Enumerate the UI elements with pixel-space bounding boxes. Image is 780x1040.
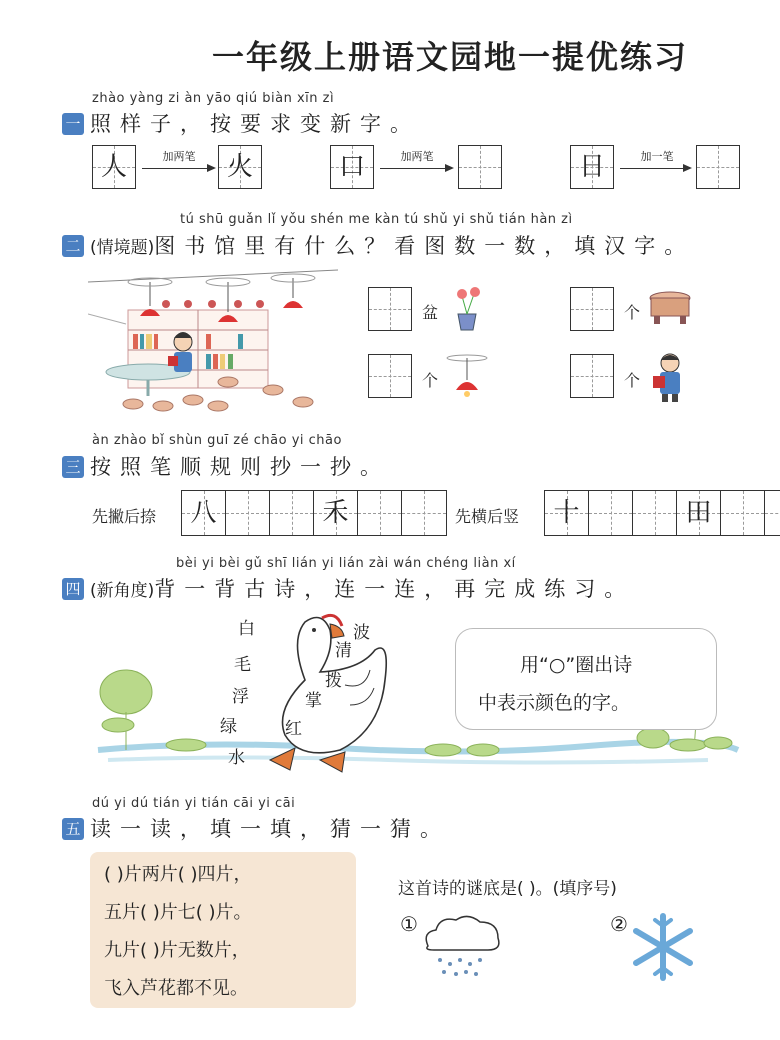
q5-poem-line-2: 五片( )片七( )片。 — [104, 902, 252, 923]
q1-arrow-label-1: 加两笔 — [162, 150, 196, 163]
q4-left-char-4[interactable]: 绿 — [220, 717, 237, 737]
q2-box-stool[interactable] — [570, 287, 614, 331]
q1-line — [62, 108, 420, 138]
q4-left-char-2[interactable]: 毛 — [234, 655, 251, 675]
q5-pinyin: dú yi dú tián yi tián cāi yi cāi — [92, 796, 296, 811]
boy-reading-icon — [648, 352, 690, 402]
q3-line — [62, 451, 390, 481]
stool-icon — [648, 290, 692, 326]
q2-text: 图书馆里有什么？看图数一数，填汉字。 — [154, 234, 695, 258]
q1-box-to-3[interactable] — [696, 145, 740, 189]
q2-unit-lamp: 个 — [422, 371, 439, 390]
q3-number: 三 — [62, 456, 84, 478]
q2-unit-stool: 个 — [624, 303, 641, 322]
q5-option-2-label[interactable]: ② — [610, 912, 628, 936]
q5-poem-line-4: 飞入芦花都不见。 — [104, 978, 248, 999]
q1-box-from-2: 口 — [330, 145, 374, 189]
q4-number: 四 — [62, 578, 84, 600]
q3-text: 按照笔顺规则抄一抄。 — [90, 455, 390, 479]
q3-grid-1[interactable]: 八 禾 — [181, 490, 447, 536]
q4-right-char-2[interactable]: 清 — [335, 641, 352, 661]
snowflake-icon — [628, 912, 698, 982]
q4-right-char-5[interactable]: 红 — [285, 719, 302, 739]
q4-right-char-1[interactable]: 波 — [353, 623, 370, 643]
q2-line — [62, 230, 694, 260]
library-illustration — [88, 264, 338, 414]
q2-number: 二 — [62, 235, 84, 257]
q5-text: 读一读，填一填，猜一猜。 — [90, 817, 450, 841]
q3-rule-2-label: 先横后竖 — [455, 507, 520, 526]
q1-box-to-1[interactable]: 火 — [218, 145, 262, 189]
q2-unit-boy: 个 — [624, 371, 641, 390]
lamp-icon — [444, 354, 490, 400]
q2-unit-flower: 盆 — [422, 303, 439, 322]
q1-arrow-1 — [142, 168, 214, 169]
q1-arrow-3 — [620, 168, 690, 169]
q2-pinyin: tú shū guǎn lǐ yǒu shén me kàn tú shǔ yi shǔ tián hàn zì — [180, 212, 573, 227]
q4-text: 背一背古诗，连一连，再完成练习。 — [154, 577, 635, 601]
q1-arrow-label-2: 加两笔 — [400, 150, 434, 163]
q3-pinyin: àn zhào bǐ shùn guī zé chāo yi chāo — [92, 433, 342, 448]
q4-bubble-line-2: 中表示颜色的字。 — [478, 692, 631, 714]
q5-line — [62, 813, 450, 843]
q1-pinyin: zhào yàng zi àn yāo qiú biàn xīn zì — [92, 91, 335, 106]
q5-poem-line-1: ( )片两片( )四片， — [104, 864, 252, 885]
goose-illustration — [250, 610, 395, 780]
q4-bubble-line-1: 用“○”圈出诗 — [520, 654, 633, 676]
q4-right-char-3[interactable]: 拨 — [325, 671, 342, 691]
q3-grid-2[interactable]: 十 田 — [544, 490, 780, 536]
q5-number: 五 — [62, 818, 84, 840]
q1-box-from-1: 人 — [92, 145, 136, 189]
q2-box-flower[interactable] — [368, 287, 412, 331]
page-title: 一年级上册语文园地一提优练习 — [211, 38, 688, 76]
q1-number: 一 — [62, 113, 84, 135]
q2-box-lamp[interactable] — [368, 354, 412, 398]
q2-box-boy[interactable] — [570, 354, 614, 398]
q1-arrow-label-3: 加一笔 — [640, 150, 674, 163]
q4-left-char-5[interactable]: 水 — [228, 748, 245, 768]
flower-pot-icon — [448, 284, 486, 332]
q1-box-from-3: 日 — [570, 145, 614, 189]
q4-left-char-3[interactable]: 浮 — [232, 687, 249, 707]
q1-text: 照样子，按要求变新字。 — [90, 112, 420, 136]
q5-option-1-label[interactable]: ① — [400, 912, 418, 936]
q1-arrow-2 — [380, 168, 452, 169]
rain-cloud-icon — [418, 912, 504, 982]
q2-tag: (情境题) — [90, 238, 155, 258]
q4-pinyin: bèi yi bèi gǔ shī lián yi lián zài wán chéng liàn xí — [176, 556, 516, 571]
q3-rule-1-label: 先撇后捺 — [92, 507, 157, 526]
q4-right-char-4[interactable]: 掌 — [305, 691, 322, 711]
q1-box-to-2[interactable] — [458, 145, 502, 189]
q5-poem-line-3: 九片( )片无数片， — [104, 940, 250, 961]
q4-tag: (新角度) — [90, 581, 155, 601]
q4-left-char-1[interactable]: 白 — [238, 619, 255, 639]
q4-line — [62, 573, 634, 603]
q5-riddle-question: 这首诗的谜底是( )。(填序号) — [398, 879, 617, 899]
